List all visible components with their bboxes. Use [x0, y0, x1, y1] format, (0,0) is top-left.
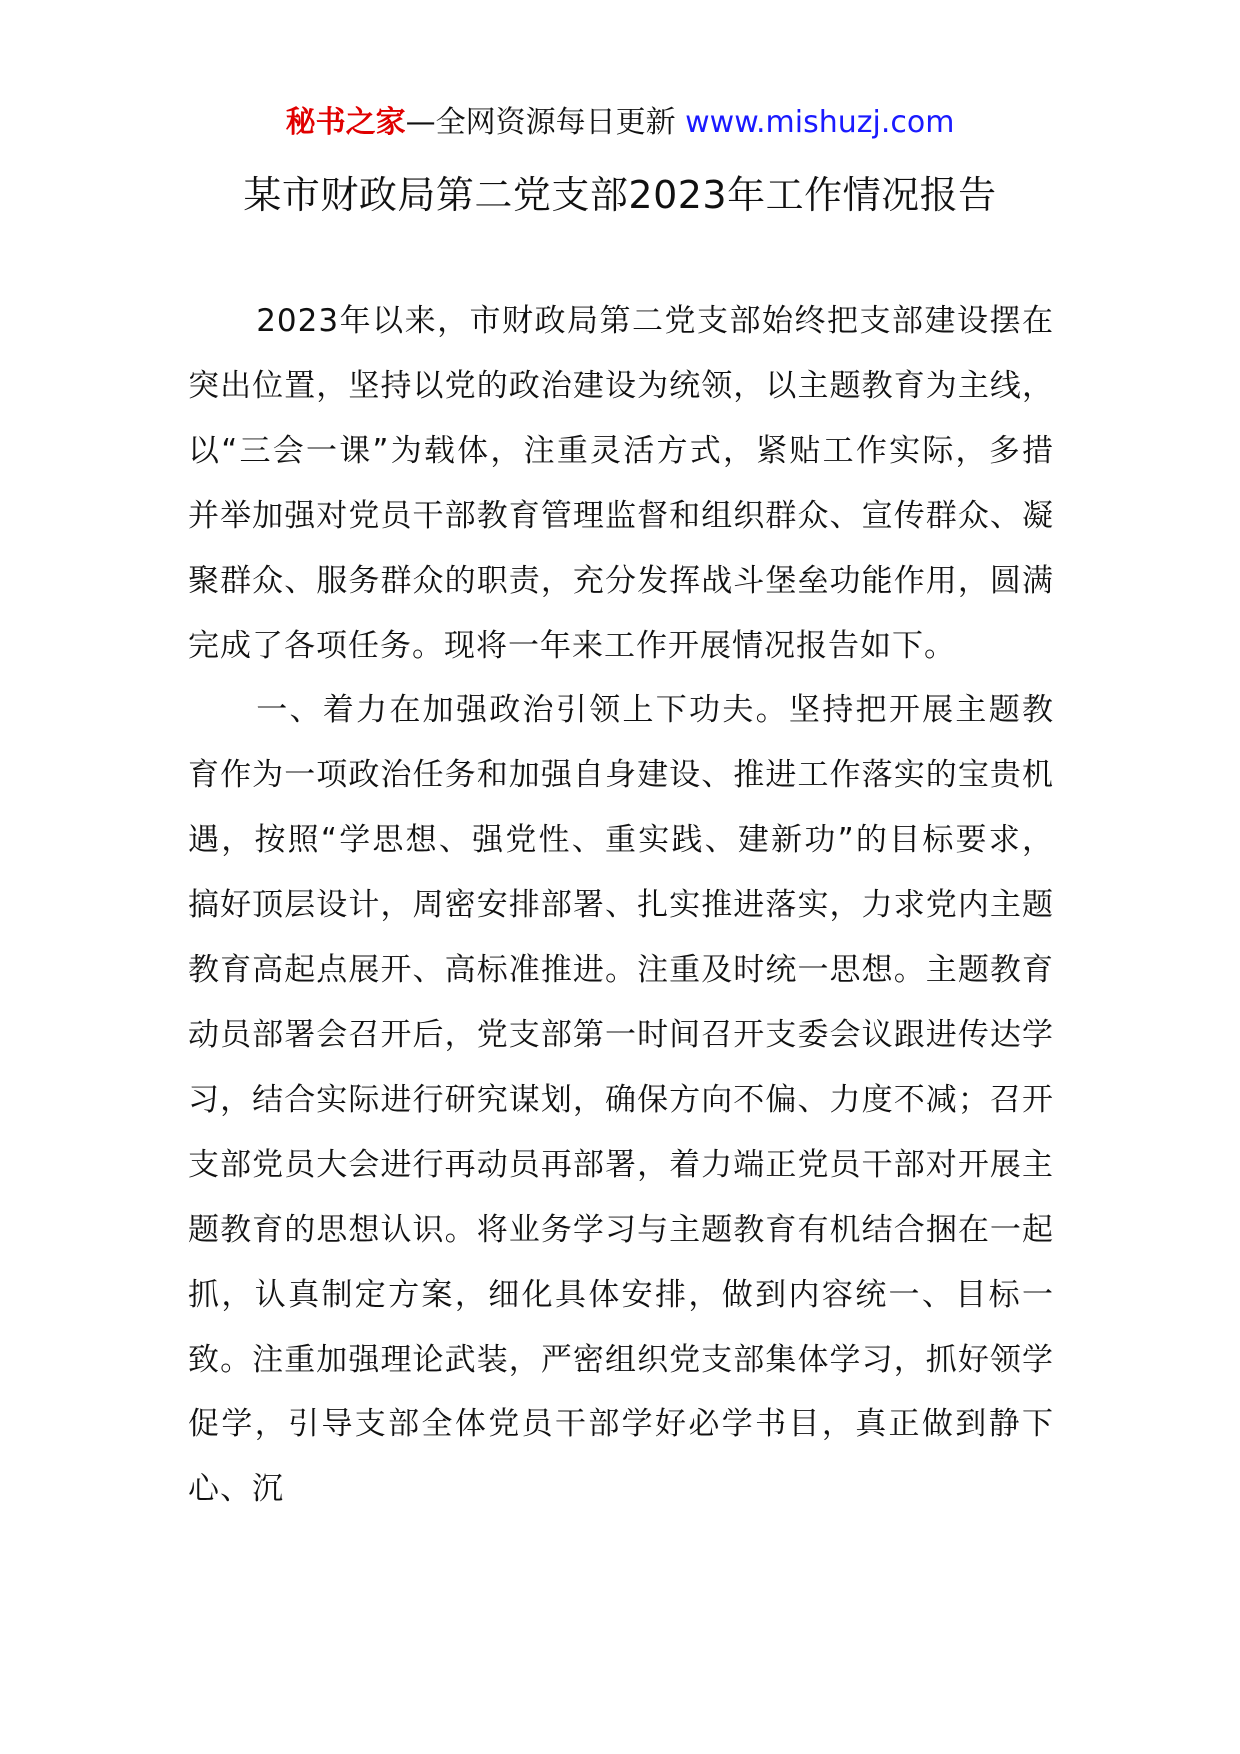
paragraph-section-one: 一、着力在加强政治引领上下功夫。坚持把开展主题教育作为一项政治任务和加强自身建设、推进工作落实的宝贵机遇，按照“学思想、强党性、重实践、建新功”的目标要求，搞好顶层设计，周密安排部署、扎实推进落实，力求党内主题教育高起点展开、高标准推进。注重及时统一思想。主题教育动员部署会召开后，党支部第一时间召开支委会议跟进传达学习，结合实际进行研究谋划，确保方向不偏、力度不减；召开支部党员大会进行再动员再部署，着力端正党员干部对开展主题教育的思想认识。将业务学习与主题教育有机结合捆在一起抓，认真制定方案，细化具体安排，做到内容统一、目标一致。注重加强理论武装，严密组织党支部集体学习，抓好领学促学，引导支部全体党员干部学好必学书目，真正做到静下心、沉 — [188, 692, 1054, 1508]
site-brand: 秘书之家 — [285, 105, 406, 140]
site-header — [0, 98, 1240, 148]
document-title: 某市财政局第二党支部2023年工作情况报告 — [243, 173, 997, 217]
document-body — [188, 289, 1054, 1522]
site-slogan: —全网资源每日更新 — [405, 105, 676, 140]
paragraph-intro: 2023年以来，市财政局第二党支部始终把支部建设摆在突出位置，坚持以党的政治建设为统领，以主题教育为主线，以“三会一课”为载体，注重灵活方式，紧贴工作实际，多措并举加强对党员干部教育管理监督和组织群众、宣传群众、凝聚群众、服务群众的职责，充分发挥战斗堡垒功能作用，圆满完成了各项任务。现将一年来工作开展情况报告如下。 — [188, 303, 1054, 664]
site-url-link[interactable]: www.mishuzj.com — [685, 105, 955, 140]
